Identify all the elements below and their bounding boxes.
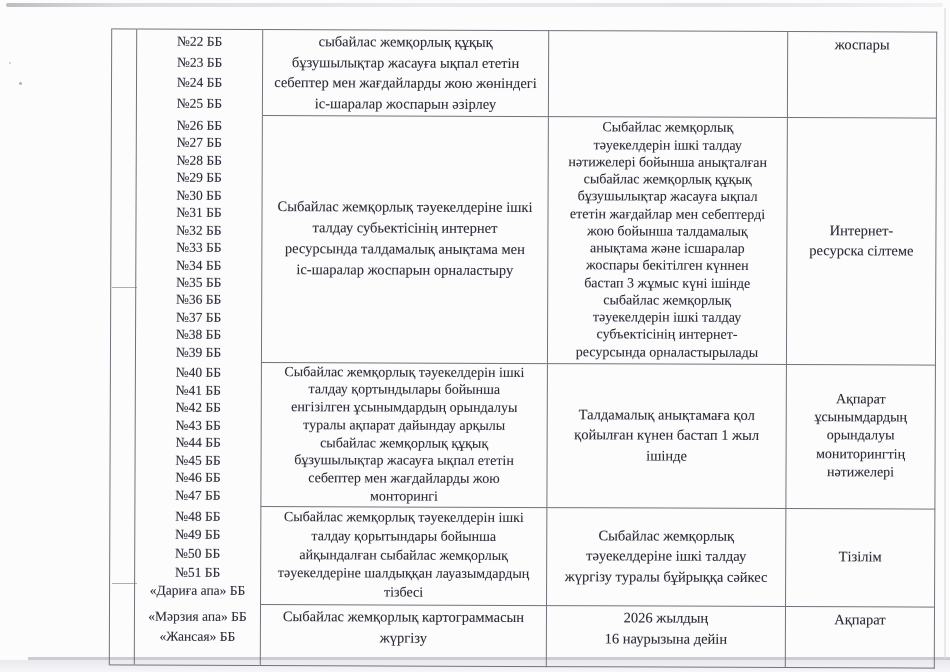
scan-edge-top xyxy=(6,3,943,7)
table-row xyxy=(111,29,936,119)
action-plan-table xyxy=(109,28,937,668)
margin-cell xyxy=(109,604,134,665)
scan-speck xyxy=(19,82,22,85)
unit-numbers-cell: №40 ББ №41 ББ №42 ББ №43 ББ №44 ББ №45 ББ №46 ББ №47 ББ xyxy=(135,362,262,507)
table-row xyxy=(110,362,936,510)
table-row xyxy=(109,604,934,668)
implementation-cell xyxy=(548,31,787,118)
measure-cell: Сыбайлас жемқорлық тәуекелдерін ішкі талдау қорытындары бойынша айқындалған сыбайлас жемқорлық тәуекелдеріне шалдыққан лауазымдардың тізбесі xyxy=(261,507,547,606)
implementation-cell: 2026 жылдың 16 наурызына дейін xyxy=(546,605,785,667)
measure-cell: Сыбайлас жемқорлық тәуекелдеріне ішкі талдау субьектісінің интернет ресурсында талдамалық анықтама мен іс-шаралар жоспарын орналастыру xyxy=(261,116,548,363)
implementation-cell: Сыбайлас жемқорлық тәуекелдеріне ішкі талдау жүргізу туралы бұйрыққа сәйкес xyxy=(547,508,786,606)
measure-cell: Сыбайлас жемқорлық картограммасын жүргізу xyxy=(260,604,546,666)
scan-speck xyxy=(9,62,11,64)
result-cell: Интернет- ресурска сілтеме xyxy=(786,118,936,365)
scan-edge-right xyxy=(944,8,946,658)
result-cell: Ақпарат ұсынымдардың орындалуы мониторингтің нәтижелері xyxy=(786,364,936,509)
table-row xyxy=(110,115,936,365)
table-row xyxy=(110,506,935,607)
result-cell: Ақпарат xyxy=(785,606,934,668)
margin-cell xyxy=(110,506,135,604)
unit-numbers-cell: №22 ББ №23 ББ №24 ББ №25 ББ xyxy=(136,29,262,116)
margin-cell xyxy=(111,29,136,115)
unit-numbers-cell: №48 ББ №49 ББ №50 ББ №51 ББ «Дариға апа» ББ xyxy=(135,506,261,604)
implementation-cell: Сыбайлас жемқорлық тәуекелдерін ішкі талдау нәтижелері бойынша анықталған сыбайлас жемқорлық құқық бұзушылықтар жасауға ықпал ететін жағдайлар мен себептерді жою бойынша талдамалық анықтама және ісшаралар жоспары бекітілген күннен бастап 3 жұмыс күні ішінде сыбайлас жемқорлық тәуекелдерін ішкі талдау субъектісінің интернет- ресурсында орналастырылады xyxy=(547,117,787,364)
result-cell: жоспары xyxy=(787,32,936,119)
result-cell: Тізілім xyxy=(786,509,935,607)
unit-numbers-cell: №26 ББ №27 ББ №28 ББ №29 ББ №30 ББ №31 ББ №32 ББ №33 ББ №34 ББ №35 ББ №36 ББ №37 ББ №38 ББ №39 ББ xyxy=(135,115,262,362)
measure-cell: сыбайлас жемқорлық құқық бұзушылықтар жасауға ықпал ететін себептер мен жағдайларды жою жөніндегі іс-шаралар жоспарын әзірлеу xyxy=(262,29,548,116)
margin-cell xyxy=(110,115,136,361)
implementation-cell: Талдамалық анықтамаға қол қойылған күнен бастап 1 жыл ішінде xyxy=(547,363,787,509)
unit-numbers-cell: «Мәрзия апа» ББ «Жансая» ББ xyxy=(134,604,260,665)
measure-cell: Сыбайлас жемқорлық тәуекелдерін ішкі талдау қортындылары бойынша енгізілген ұсынымдардың орындалуы туралы ақпарат дайындау арқылы сыбайлас жемқорлық құқық бұзушылықтар жасауға ықпал ететін себептер мен жағдайларды жою монторингі xyxy=(261,362,548,508)
margin-cell xyxy=(110,362,136,507)
